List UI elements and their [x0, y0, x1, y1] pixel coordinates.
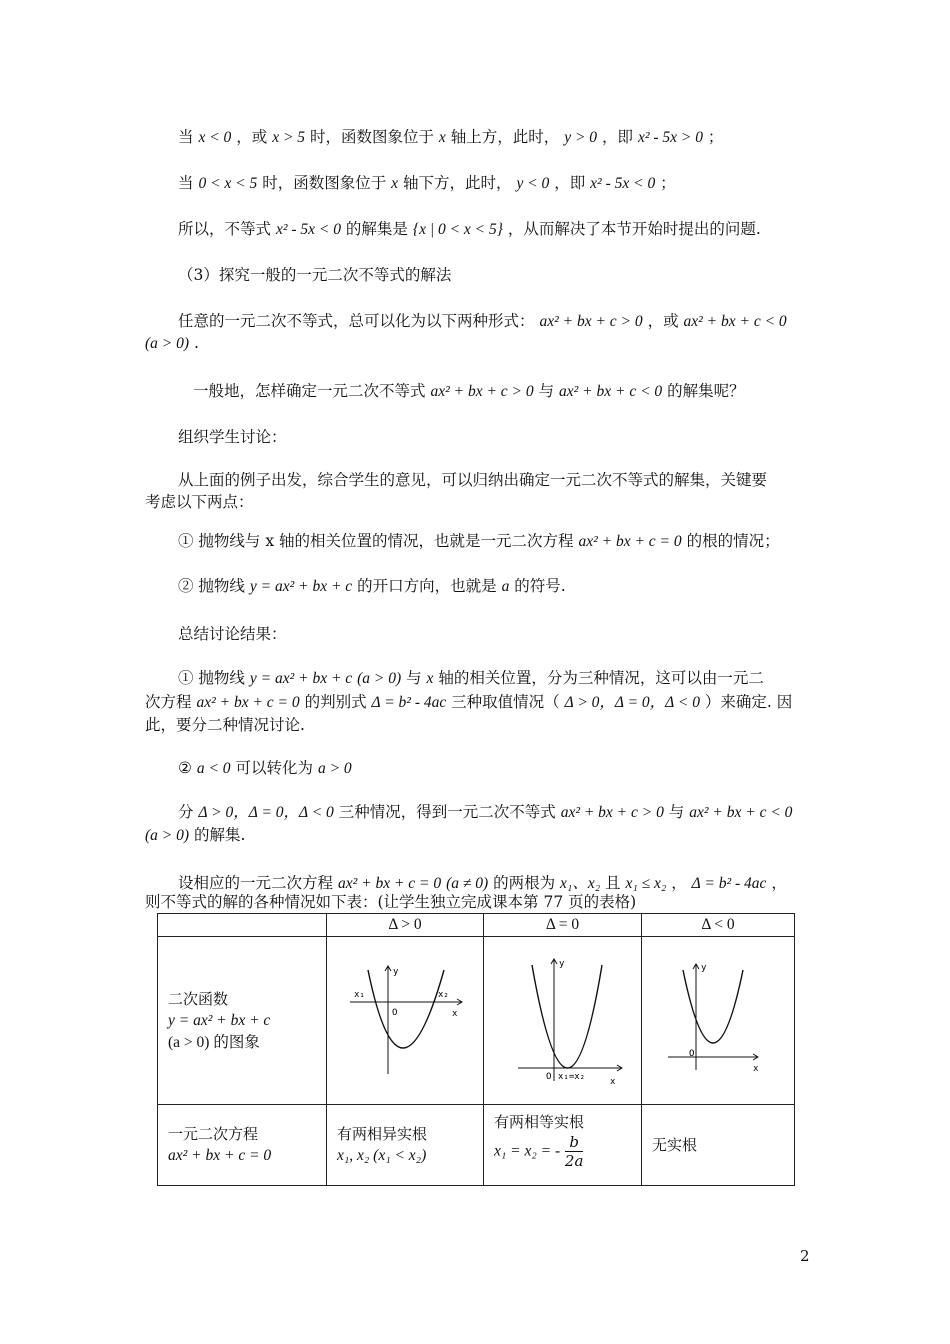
text: ，: [771, 874, 787, 892]
y-label: y: [558, 958, 564, 969]
section-title: （3）探究一般的一元二次不等式的解法: [178, 266, 452, 284]
row2-label: [158, 1105, 327, 1186]
paragraph-2: [178, 172, 676, 195]
text: 的两根为: [493, 874, 556, 892]
text: ；: [707, 128, 724, 146]
text: 的解集呢？: [667, 382, 745, 400]
paragraph-7-line1: 从上面的例子出发，综合学生的意见，可以归纳出确定一元二次不等式的解集，关键要: [178, 471, 768, 489]
text: 与: [406, 669, 422, 687]
y-label: y: [701, 962, 707, 973]
math: ax² + bx + c < 0: [559, 383, 663, 400]
math: x > 5: [272, 129, 306, 146]
math: a > 0: [317, 760, 352, 777]
math: ax² + bx + c > 0: [430, 383, 534, 400]
x-label: x: [753, 1063, 759, 1074]
math: ax² + bx + c < 0: [683, 313, 787, 330]
math: y < 0: [516, 175, 550, 192]
math: x² - 5x > 0: [637, 129, 703, 146]
paragraph-8-line2: [145, 824, 245, 847]
paragraph-6: 组织学生讨论：: [178, 428, 287, 446]
text: 次方程: [145, 693, 192, 711]
denominator: 2a: [564, 1152, 584, 1170]
two-distinct-roots-cell: [327, 1105, 484, 1186]
math: Δ > 0，Δ = 0，Δ < 0: [198, 804, 334, 821]
math: x < 0: [198, 129, 232, 146]
text: ②: [178, 759, 192, 777]
text: 的判别式: [304, 693, 367, 711]
root-x2-label: x₂: [438, 989, 449, 1000]
origin-label: O: [689, 1048, 695, 1059]
label-line: ax² + bx + c = 0: [168, 1147, 272, 1164]
cell-line: 有两相等实根: [494, 1113, 585, 1131]
table-row-graphs: [158, 937, 795, 1105]
numerator: b: [565, 1133, 584, 1152]
math: (a > 0): [145, 827, 190, 844]
text: ，从而解决了本节开始时提出的问题.: [507, 220, 761, 238]
text: 的解集.: [193, 826, 246, 844]
math: Δ > 0，Δ = 0，Δ < 0: [564, 694, 700, 711]
math: x: [391, 175, 399, 192]
math: x² - 5x < 0: [590, 175, 656, 192]
math: (a ≠ 0): [446, 875, 489, 892]
discriminant-table: [157, 913, 795, 1186]
text: 分: [178, 803, 194, 821]
text: 轴上方，此时，: [450, 128, 560, 146]
parabola-two-roots-graph: [340, 956, 470, 1086]
graph-cell-no-roots: [642, 937, 795, 1105]
math: (a > 0): [145, 335, 190, 352]
math: a: [501, 578, 510, 595]
text: ，即: [554, 174, 586, 192]
math: (a > 0): [357, 670, 402, 687]
double-root-formula: [494, 1133, 641, 1170]
math: x₁ ≤ x₂: [625, 875, 667, 892]
page-number: 2: [800, 1247, 810, 1265]
paragraph-7-line2: 考虑以下两点：: [145, 493, 254, 511]
math: ax² + bx + c < 0: [689, 804, 793, 821]
text: 的符号.: [514, 577, 566, 595]
text: 三种取值情况（: [451, 693, 560, 711]
double-root-cell: [484, 1105, 642, 1186]
parabola-curve: [532, 965, 602, 1068]
text: 可以转化为: [235, 759, 314, 777]
graph-cell-two-roots: [327, 937, 484, 1105]
math: y = ax² + bx + c: [249, 670, 353, 687]
text: ）来确定. 因: [704, 693, 793, 711]
text: ，即: [601, 128, 633, 146]
paragraph-3: [178, 218, 761, 241]
math: 0 < x < 5: [198, 175, 258, 192]
math: x: [426, 670, 434, 687]
text: 任意的一元二次不等式，总可以化为以下两种形式：: [178, 312, 535, 330]
table-row-equation: [158, 1105, 795, 1186]
text: 一般地，怎样确定一元二次不等式: [193, 382, 426, 400]
text: 当: [178, 174, 194, 192]
result-1-line1: [178, 667, 764, 690]
no-real-roots-cell: 无实根: [642, 1105, 795, 1186]
text: 且: [605, 874, 621, 892]
graph-cell-double-root: [484, 937, 642, 1105]
text: .: [193, 334, 199, 352]
text: 当: [178, 128, 194, 146]
math: x: [438, 129, 446, 146]
x-label: x: [609, 1076, 615, 1087]
text: 时，函数图象位于: [262, 174, 387, 192]
math: ax² + bx + c = 0: [578, 533, 682, 550]
y-label: y: [393, 966, 399, 977]
math: ax² + bx + c > 0: [539, 313, 643, 330]
paragraph-1: [178, 126, 723, 149]
label-line: 一元二次方程: [168, 1125, 259, 1143]
text: 轴的相关位置，分为三种情况，这可以由一元二: [438, 669, 764, 687]
origin-label: O: [545, 1071, 551, 1082]
text: 与: [538, 382, 555, 400]
math: a < 0: [196, 760, 231, 777]
math: y = ax² + bx + c: [249, 578, 353, 595]
point-1: [178, 530, 780, 553]
math: x² - 5x < 0: [275, 221, 341, 238]
parabola-curve: [683, 970, 743, 1043]
text: 与: [668, 803, 685, 821]
result-1-line3: 此，要分二种情况讨论.: [145, 716, 305, 734]
result-2: [178, 757, 352, 780]
math: {x | 0 < x < 5}: [412, 221, 503, 238]
math: ax² + bx + c = 0: [196, 694, 300, 711]
text: ，: [671, 874, 687, 892]
row1-label: [158, 937, 327, 1105]
text: 的开口方向，也就是: [357, 577, 497, 595]
math: x₁、x₂: [560, 875, 601, 892]
text: ，或: [236, 128, 268, 146]
text: 的解集是: [345, 220, 408, 238]
paragraph-4-line2: [145, 332, 199, 355]
math: Δ = b² - 4ac: [691, 875, 767, 892]
parabola-no-roots-graph: [653, 956, 783, 1086]
text: 三种情况，得到一元二次不等式: [338, 803, 556, 821]
math: y > 0: [564, 129, 598, 146]
paragraph-9-line2: 则不等式的解的各种情况如下表：(让学生独立完成课本第 77 页的表格): [145, 893, 637, 911]
text: ① 抛物线与 x 轴的相关位置的情况，也就是一元二次方程: [178, 532, 574, 550]
text: ；: [660, 174, 676, 192]
paragraph-8-line1: [178, 801, 792, 824]
table-header-row: [158, 914, 795, 937]
math: Δ = b² - 4ac: [371, 694, 447, 711]
text: ，或: [647, 312, 679, 330]
root-x1-label: x₁: [354, 989, 365, 1000]
parabola-curve: [368, 970, 444, 1048]
cell-line: 有两相异实根: [337, 1125, 428, 1143]
fraction: [565, 1133, 584, 1170]
math: ax² + bx + c > 0: [560, 804, 664, 821]
text: 时，函数图象位于: [309, 128, 434, 146]
math: x₁ = x₂ = -: [494, 1142, 561, 1160]
point-2: [178, 575, 566, 598]
parabola-double-root-graph: [498, 951, 628, 1091]
label-line: (a > 0) 的图象: [168, 1033, 260, 1051]
text: 的根的情况；: [686, 532, 780, 550]
table-header-cell: Δ = 0: [484, 914, 642, 937]
math: ax² + bx + c = 0: [337, 875, 442, 892]
text: 设相应的一元二次方程: [178, 874, 334, 892]
x-label: x: [452, 1008, 458, 1019]
table-header-cell: [158, 914, 327, 937]
text: ① 抛物线: [178, 669, 245, 687]
paragraph-5: [193, 380, 745, 403]
label-line: 二次函数: [168, 989, 229, 1008]
text: ② 抛物线: [178, 577, 245, 595]
origin-label: O: [392, 1007, 398, 1018]
paragraph-4-line1: [178, 310, 787, 333]
double-root-label: x₁=x₂: [557, 1071, 585, 1082]
label-line: y = ax² + bx + c: [168, 1011, 271, 1029]
text: 所以，不等式: [178, 220, 272, 238]
result-1-line2: [145, 691, 792, 714]
summary-title: 总结讨论结果：: [178, 625, 287, 643]
table-header-cell: Δ < 0: [642, 914, 795, 937]
text: 轴下方，此时，: [402, 174, 512, 192]
table-header-cell: Δ > 0: [327, 914, 484, 937]
cell-line: x₁, x₂ (x₁ < x₂): [337, 1147, 427, 1164]
